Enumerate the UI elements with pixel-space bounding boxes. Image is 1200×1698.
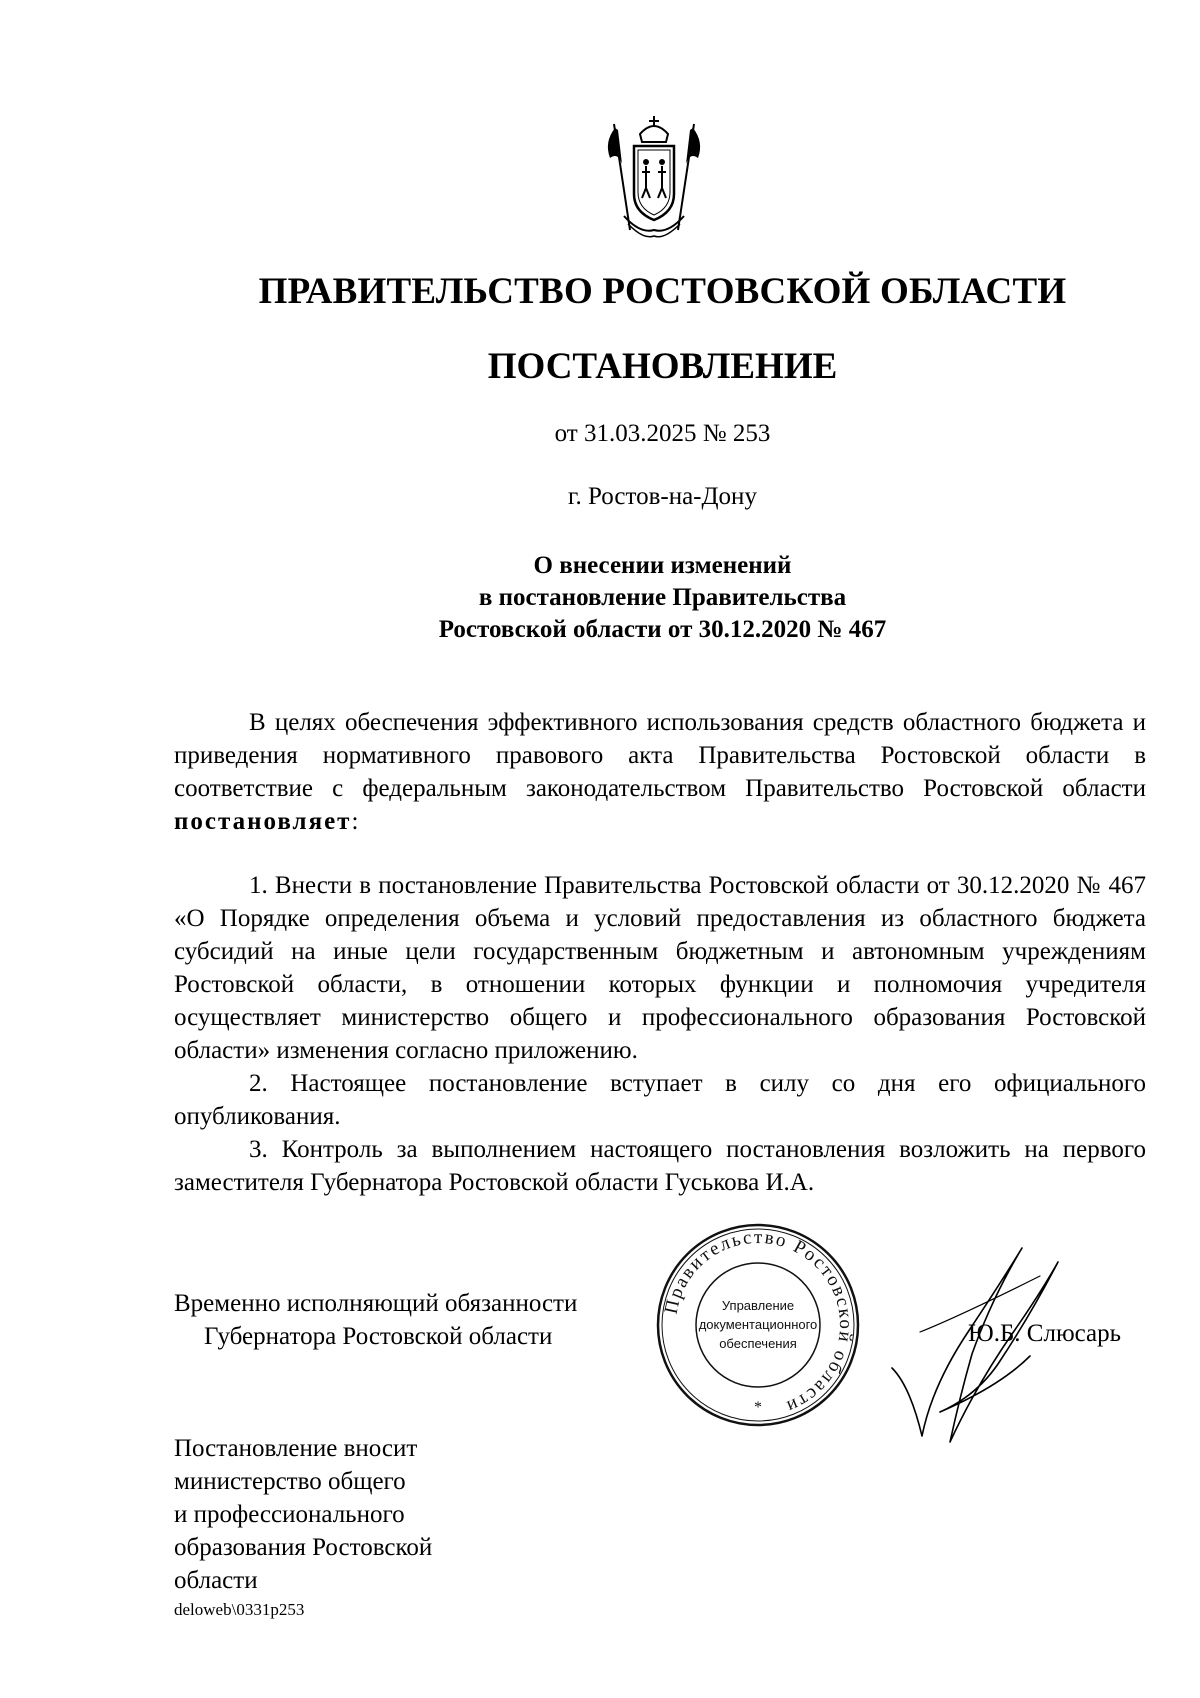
resolution-item: 3. Контроль за выполнением настоящего постановления возложить на первого заместителя Губернатора Ростовской области Гуськова И.А. [174, 1136, 1146, 1196]
signatory-position [174, 1287, 577, 1353]
resolution-item: 1. Внести в постановление Правительства Ростовской области от 30.12.2020 № 467 «О Порядке определения объема и условий предоставления из областного бюджета субсидий на иные цели государственным бюджетным и автономным учреждениям Ростовской области, в отношении которых функции и полномочия учредителя осуществляет министерство общего и профессионального образования Ростовской области» изменения согласно приложению. [174, 872, 1146, 1064]
signatory-name: Ю.Б. Слюсарь [968, 1320, 1122, 1347]
seal-center-line: Управление [721, 1298, 795, 1313]
subject-line: в постановление Правительства [478, 584, 847, 611]
seal-center-line: документационного [698, 1317, 818, 1332]
resolution-items [174, 869, 1146, 1199]
preamble-text: В целях обеспечения эффективного использования средств областного бюджета и приведения нормативного правового акта Правительства Ростовской области в соответствие с федеральным законодательством Правительство Ростовской области [174, 709, 1146, 802]
introduced-by-block [174, 1432, 432, 1597]
document-date-number: от 31.03.2025 № 253 [554, 420, 771, 447]
introduced-line: и профессионального [174, 1501, 405, 1528]
introduced-line: образования Ростовской [174, 1534, 433, 1561]
preamble-emphasis: постановляет [174, 808, 352, 835]
resolution-item: 2. Настоящее постановление вступает в силу со дня его официального опубликования. [174, 1070, 1146, 1130]
preamble-paragraph [174, 706, 1146, 838]
position-line: Временно исполняющий обязанности [174, 1290, 578, 1317]
document-city: г. Ростов-на-Дону [568, 483, 757, 510]
document-type-heading: ПОСТАНОВЛЕНИЕ [487, 346, 838, 387]
seal-star: * [754, 1399, 762, 1416]
preamble-tail: : [351, 808, 359, 835]
subject-line: О внесении изменений [533, 552, 792, 579]
seal-ring-text: Правительство Ростовской области [660, 1226, 857, 1418]
file-reference: deloweb\0331p253 [174, 1600, 305, 1619]
organization-title: ПРАВИТЕЛЬСТВО РОСТОВСКОЙ ОБЛАСТИ [258, 271, 1067, 312]
document-subject [0, 550, 1200, 646]
introduced-line: области [174, 1567, 258, 1594]
introduced-line: министерство общего [174, 1468, 406, 1495]
introduced-line: Постановление вносит [174, 1435, 418, 1462]
seal-center-line: обеспечения [719, 1336, 797, 1351]
rostov-oblast-coat-of-arms-icon [600, 112, 708, 242]
official-seal-stamp [653, 1220, 863, 1430]
position-line: Губернатора Ростовской области [204, 1323, 553, 1350]
subject-line: Ростовской области от 30.12.2020 № 467 [438, 616, 887, 643]
